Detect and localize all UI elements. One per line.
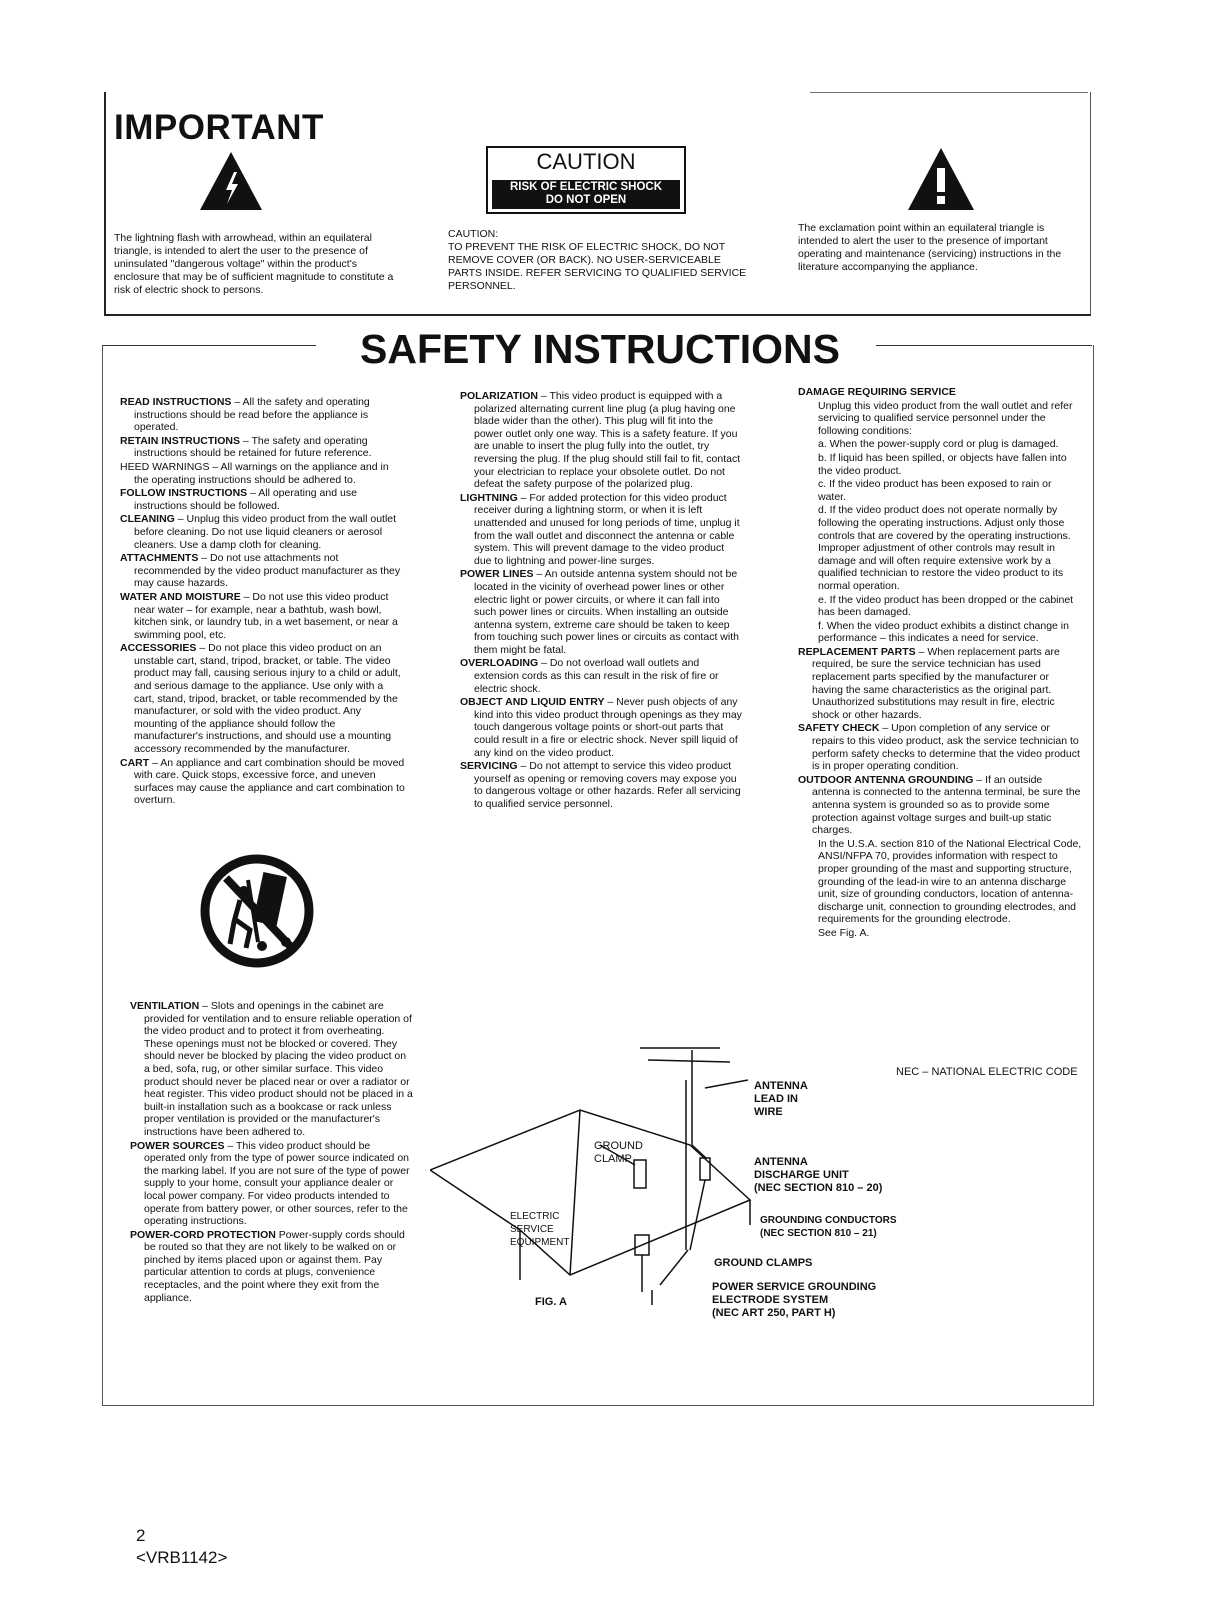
condition-item: f. When the video product exhibits a distinct change in performance – this indicates a need for service.: [818, 619, 1069, 645]
caution-label: CAUTION:: [448, 228, 499, 240]
column-2: [460, 390, 744, 812]
caution-band-line1: RISK OF ELECTRIC SHOCK: [509, 181, 663, 193]
important-title: IMPORTANT: [114, 108, 324, 147]
caution-text: TO PREVENT THE RISK OF ELECTRIC SHOCK, DO NOT REMOVE COVER (OR BACK). NO USER-SERVICEABLE PARTS INSIDE. REFER SERVICING TO QUALIFIED SERVICE PERSONNEL.: [448, 241, 747, 292]
instruction-item: RETAIN INSTRUCTIONS – The safety and operating instructions should be retained for future reference.: [120, 434, 372, 460]
column-1: [120, 396, 406, 808]
column-3: [798, 386, 1082, 941]
instruction-item: POWER SOURCES – This video product should be operated only from the type of power source indicated on the marking label. If you are not sure of the type of power supply to your home, consult your appliance dealer or local power company. For video products intended to operate from battery power, or other sources, refer to the operating instructions.: [130, 1139, 410, 1228]
instruction-item: ACCESSORIES – Do not place this video product on an unstable cart, stand, tripod, bracket, or table. The video product may fall, causing serious injury to a child or adult, and serious damage to the appliance. Use only with a cart, stand, tripod, bracket, or table recommended by the manufacturer, or sold with the video product. Any mounting of the appliance should follow the manufacturer's instructions, and should use a mounting accessory recommended by the manufacturer.: [120, 642, 401, 756]
instruction-item: POWER LINES – An outside antenna system should not be located in the vicinity of overhead power lines or other electric light or power circuits, or where it can fall into such power lines or circuits. When installing an outside antenna system, extreme care should be taken to keep from touching such power lines or circuits as contact with them might be fatal.: [460, 568, 739, 656]
condition-item: b. If liquid has been spilled, or objects have fallen into the video product.: [818, 451, 1067, 477]
grounding-conductors-label: GROUNDING CONDUCTORS (NEC SECTION 810 – 21): [760, 1215, 897, 1239]
caution-band: [492, 180, 680, 209]
caution-word: CAUTION: [536, 149, 636, 174]
page-number: 2: [136, 1526, 146, 1545]
safety-rule-left: [102, 345, 316, 346]
model-code: <VRB1142>: [136, 1548, 228, 1567]
lightning-explanation: The lightning flash with arrowhead, within an equilateral triangle, is intended to alert the user to the presence of uninsulated "dangerous voltage" within the product's enclosure that may be of sufficient magnitude to constitute a risk of electric shock to persons.: [114, 232, 394, 296]
instruction-item: OBJECT AND LIQUID ENTRY – Never push objects of any kind into this video product through openings as they may touch dangerous voltage points or short-out parts that could result in a fire or electric shock. Never spill liquid of any kind on the video product.: [460, 696, 742, 759]
important-top-rule: [810, 92, 1088, 93]
instruction-item: HEED WARNINGS – All warnings on the appliance and in the operating instructions should be adhered to.: [120, 460, 389, 486]
exclamation-warning-icon: [906, 146, 976, 212]
instruction-item: REPLACEMENT PARTS – When replacement parts are required, be sure the service technician has used replacement parts specified by the manufacturer or having the same characteristics as the original part. Unauthorized substitutions may result in fire, electric shock or other hazards.: [798, 645, 1060, 721]
discharge-unit-label: ANTENNA DISCHARGE UNIT (NEC SECTION 810 – 20): [754, 1156, 883, 1194]
ground-clamp-label: GROUND CLAMP: [594, 1140, 643, 1165]
antenna-lead-in-label: ANTENNA LEAD IN WIRE: [754, 1080, 808, 1118]
instruction-text: In the U.S.A. section 810 of the National Electrical Code, ANSI/NFPA 70, provides information with respect to proper grounding of the mast and supporting structure, grounding of the lead-in wire to an antenna discharge unit, size of grounding conductors, location of antenna-discharge unit, connection to grounding electrodes, and requirements for the grounding electrode.: [818, 837, 1082, 926]
figure-label: FIG. A: [535, 1296, 567, 1308]
instruction-item: ATTACHMENTS – Do not use attachments not recommended by the video product manufacturer as they may cause hazards.: [120, 552, 401, 590]
instruction-item: VENTILATION – Slots and openings in the cabinet are provided for ventilation and to ensure reliable operation of the video product and to protect it from overheating. These openings must not be blocked or covered. They should never be blocked by placing the video product on a bed, sofa, rug, or other similar surface. This video product should never be placed near or over a radiator or heat register. This video product should not be placed in a built-in installation such as a bookcase or rack unless proper ventilation is provided or the manufacturer's instructions have been adhered to.: [130, 1000, 413, 1138]
antenna-grounding-diagram: [430, 1040, 760, 1310]
instruction-item: FOLLOW INSTRUCTIONS – All operating and use instructions should be followed.: [120, 487, 357, 512]
instruction-text: Unplug this video product from the wall outlet and refer servicing to qualified service personnel under the following conditions:: [818, 399, 1073, 437]
instruction-item: SERVICING – Do not attempt to service this video product yourself as opening or removing covers may expose you to dangerous voltage or other hazards. Refer all servicing to qualified service personnel.: [460, 760, 741, 810]
ground-clamps-label: GROUND CLAMPS: [714, 1257, 813, 1269]
condition-item: c. If the video product has been exposed to rain or water.: [818, 478, 1052, 503]
grounding-electrode-label: POWER SERVICE GROUNDING ELECTRODE SYSTEM (NEC ART 250, PART H): [712, 1281, 877, 1319]
column-1b: [130, 1000, 414, 1305]
instruction-item: WATER AND MOISTURE – Do not use this video product near water – for example, near a bathtub, wash bowl, kitchen sink, or laundry tub, in a wet basement, or near a swimming pool, etc.: [120, 590, 398, 641]
instruction-item: READ INSTRUCTIONS – All the safety and operating instructions should be read before the appliance is operated.: [120, 396, 370, 434]
condition-item: a. When the power-supply cord or plug is damaged.: [818, 438, 1059, 451]
caution-label-box: [486, 146, 686, 214]
instruction-item: OVERLOADING – Do not overload wall outlets and extension cords as this can result in the risk of fire or electric shock.: [460, 657, 719, 695]
lightning-warning-icon: [198, 150, 264, 212]
service-equipment-label: ELECTRIC SERVICE EQUIPMENT: [510, 1211, 570, 1248]
safety-rule-right: [876, 345, 1092, 346]
cart-tipover-warning-icon: [200, 852, 314, 970]
instruction-text: See Fig. A.: [818, 926, 870, 939]
instruction-item: POWER-CORD PROTECTION Power-supply cords should be routed so that they are not likely to be walked on or pinched by items placed upon or against them. Pay particular attention to cords at plugs, convenience receptacles, and the point where they exit from the appliance.: [130, 1228, 405, 1304]
instruction-item: OUTDOOR ANTENNA GROUNDING – If an outside antenna is connected to the antenna terminal, be sure the antenna system is grounded so as to provide some protection against voltage surges and built-up static charges.: [798, 773, 1081, 837]
safety-title: SAFETY INSTRUCTIONS: [360, 326, 840, 372]
instruction-heading: DAMAGE REQUIRING SERVICE: [798, 386, 956, 398]
condition-item: e. If the video product has been dropped or the cabinet has been damaged.: [818, 593, 1074, 619]
instruction-item: POLARIZATION – This video product is equipped with a polarized alternating current line plug (a plug having one blade wider than the other). This plug will fit into the power outlet only one way. This is a safety feature. If you are unable to insert the plug fully into the outlet, try reversing the plug. If the plug should still fail to fit, contact your electrician to replace your obsolete outlet. Do not defeat the safety purpose of the polarized plug.: [460, 390, 741, 491]
condition-item: d. If the video product does not operate normally by following the operating instructions. Adjust only those controls that are covered by the operating instructions. Improper adjustment of other controls may result in damage and will often require extensive work by a qualified technician to restore the video product to its normal operation.: [818, 504, 1071, 592]
instruction-item: LIGHTNING – For added protection for this video product receiver during a lightning storm, or when it is left unattended and unused for long periods of time, unplug it from the wall outlet and disconnect the antenna or cable system. This will prevent damage to the video product due to lightning and power-line surges.: [460, 491, 740, 567]
instruction-item: CART – An appliance and cart combination should be moved with care. Quick stops, excessive force, and uneven surfaces may cause the appliance and cart combination to overturn.: [120, 756, 405, 807]
nec-note: NEC – NATIONAL ELECTRIC CODE: [896, 1066, 1078, 1078]
exclamation-explanation: The exclamation point within an equilateral triangle is intended to alert the user to the presence of important operating and maintenance (servicing) instructions in the literature accompanying the appliance.: [798, 222, 1062, 273]
caution-band-line2: DO NOT OPEN: [545, 194, 627, 206]
instruction-item: SAFETY CHECK – Upon completion of any service or repairs to this video product, ask the service technician to perform safety checks to determine that the video product is in proper operating condition.: [798, 722, 1080, 773]
instruction-item: CLEANING – Unplug this video product from the wall outlet before cleaning. Do not use liquid cleaners or aerosol cleaners. Use a damp cloth for cleaning.: [120, 513, 397, 551]
